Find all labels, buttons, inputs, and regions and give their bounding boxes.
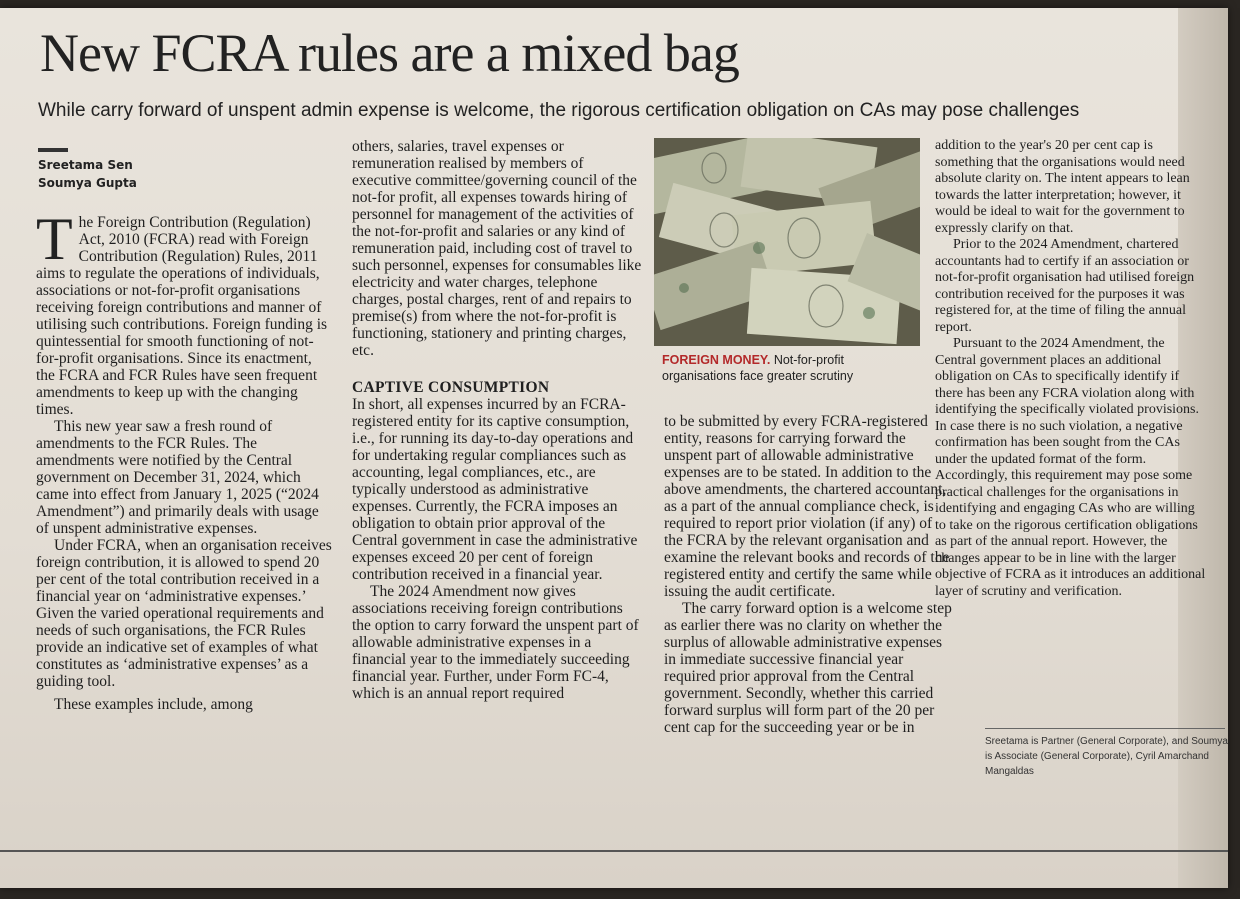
paragraph: These examples include, among (54, 696, 253, 713)
paragraph: This new year saw a fresh round of amendments to the FCR Rules. The amendments were notified by the Central government on December 31, 2024, which came into effect from January 1, 2025 (“2024 Amendment”) and primarily deals with usage of unspent administrative expenses. (36, 418, 319, 537)
headline: New FCRA rules are a mixed bag (40, 23, 739, 83)
author-1: Sreetama Sen (38, 158, 133, 172)
photo-caption (662, 352, 912, 384)
author-footnote: Sreetama is Partner (General Corporate), and Soumya is Associate (General Corporate), Cyril Amarchand Mangaldas (985, 736, 1228, 777)
paragraph: Prior to the 2024 Amendment, chartered accountants had to certify if an association or not-for-profit organisation had utilised foreign contribution received for the purposes it was registered for, at the time of filing the annual report. (935, 237, 1195, 335)
byline-rule (38, 148, 68, 152)
author-2: Soumya Gupta (38, 176, 137, 190)
paragraph (36, 206, 332, 418)
banknotes-image (654, 138, 920, 346)
paragraph: The 2024 Amendment now gives associations receiving foreign contributions the option to carry forward the unspent part of allowable administrative expenses in a financial year to the immediately succeeding financial year. Further, under Form FC-4, which is an annual report required (352, 583, 639, 702)
caption-text: Not-for-profit organisations face greater scrutiny (662, 353, 854, 383)
paragraph-text: he Foreign Contribution (Regulation) Act, 2010 (FCRA) read with Foreign Contribution (Regulation) Rules, 2011 aims to regulate the operations of individuals, associations or not-for-profit organisations receiving foreign contributions and manner of utilising such contributions. Foreign funding is quintessential for smooth functioning of not-for-profit organisations. Since its enactment, the FCRA and FCR Rules have seen frequent amendments to keep up with the changing times. (36, 214, 328, 418)
caption-lead: FOREIGN MONEY. (662, 353, 771, 367)
drop-cap: T (36, 206, 73, 272)
column-3 (664, 413, 954, 736)
paragraph: addition to the year's 20 per cent cap is something that the organisations would need absolute clarity on. The intent appears to lean towards the latter interpretation; however, it would be ideal to wait for the government to expressly clarify on that. (935, 138, 1190, 236)
paragraph: others, salaries, travel expenses or remuneration realised by members of executive committee/governing council of the not-for profit, all expenses towards hiring of personnel for management of the activities of the not-for-profit and salaries or any kind of remuneration paid, including cost of travel to such personnel, expenses for consumables like electricity and water charges, telephone charges, postal charges, rent of and repairs to premise(s) from where the not-for-profit is functioning, stationery and printing charges, etc. (352, 138, 642, 359)
column-2 (352, 138, 644, 702)
column-1 (36, 206, 332, 713)
paragraph: Under FCRA, when an organisation receives foreign contribution, it is allowed to spend 20 per cent of the total contribution received in a financial year on ‘administrative expenses.’ Given the varied operational requirements and needs of such organisations, the FCR Rules provide an indicative set of examples of what constitutes as ‘administrative expenses’ as a guiding tool. (36, 537, 332, 690)
money-photo (654, 138, 920, 346)
bottom-rule (0, 850, 1228, 852)
paragraph: Pursuant to the 2024 Amendment, the Central government places an additional obligation on CAs to specifically identify if there has been any FCRA violation along with identifying the specifically violated provisions. In case there is no such violation, a negative confirmation has been sought from the CAs under the updated format of the form. Accordingly, this requirement may pose some practical challenges for the organisations in identifying and engaging CAs who are willing to take on the rigorous certification obligations as part of the annual report. However, the changes appear to be in line with the larger objective of FCRA as it introduces an additional layer of scrutiny and verification. (935, 336, 1206, 599)
paragraph: In short, all expenses incurred by an FCRA-registered entity for its captive consumption, i.e., for running its day-to-day operations and for undertaking regular compliances such as accounting, legal compliances, etc., are typically understood as administrative expenses. Currently, the FCRA imposes an obligation to obtain prior approval of the Central government in case the administrative expenses exceed 20 per cent of foreign contribution received in a financial year. (352, 396, 638, 583)
paragraph: to be submitted by every FCRA-registered entity, reasons for carrying forward the unspent part of allowable administrative expenses are to be stated. In addition to the above amendments, the chartered accountant, as a part of the annual compliance check, is required to report prior violation (if any) of the FCRA by the relevant organisation and examine the relevant books and records of the registered entity and certify the same while issuing the audit certificate. (664, 413, 950, 600)
newspaper-page (0, 8, 1228, 888)
subheading: CAPTIVE CONSUMPTION (352, 379, 550, 396)
paragraph: The carry forward option is a welcome step as earlier there was no clarity on whether the surplus of allowable administrative expenses in immediate successive financial year required prior approval from the Central government. Secondly, whether this carried forward surplus will form part of the 20 per cent cap for the succeeding year or be in (664, 600, 952, 736)
deck: While carry forward of unspent admin expense is welcome, the rigorous certification obligation on CAs may pose challenges (38, 100, 1080, 121)
footnote-rule (985, 728, 1225, 729)
column-4 (935, 138, 1207, 600)
